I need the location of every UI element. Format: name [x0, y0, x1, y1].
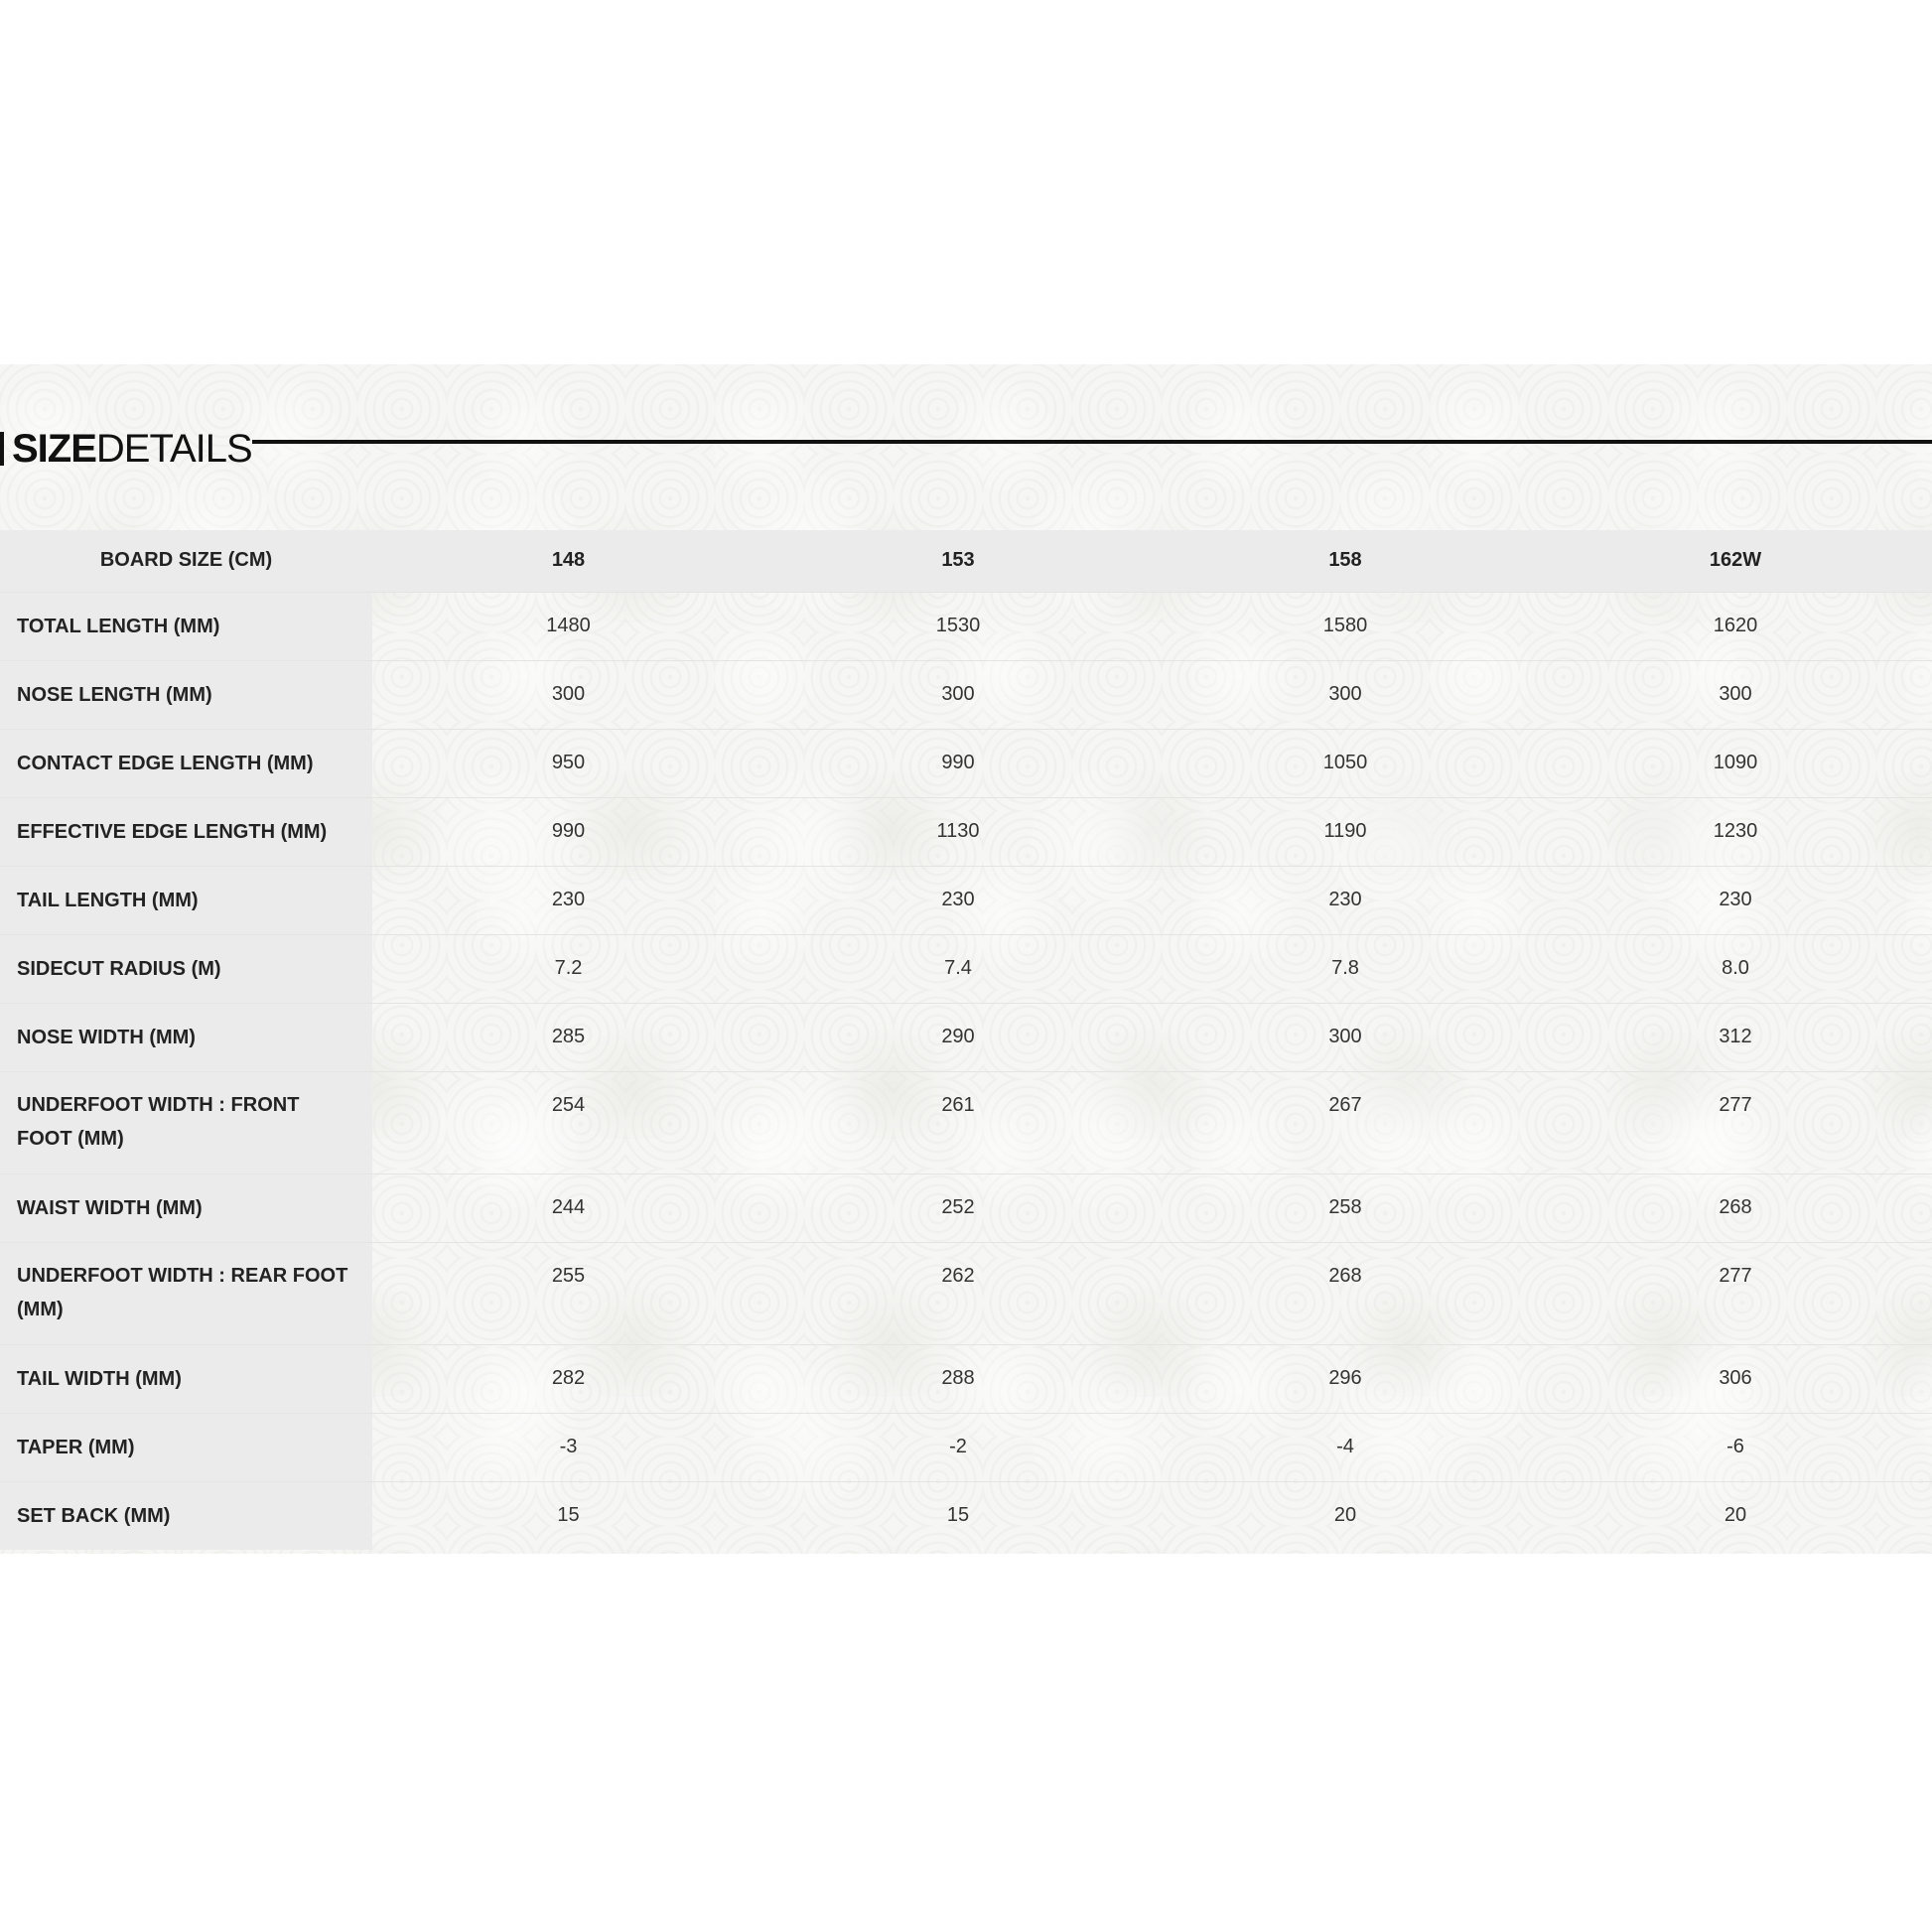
table-cell: 1130 — [936, 820, 980, 842]
heading-divider — [252, 440, 1932, 444]
table-cell: 252 — [941, 1196, 975, 1218]
row-label: UNDERFOOT WIDTH : REAR FOOT (MM) — [0, 1242, 372, 1344]
heading-accent-bar — [0, 432, 4, 466]
table-cell: -2 — [949, 1436, 967, 1457]
table-cell: 230 — [1719, 889, 1752, 910]
row-label: NOSE LENGTH (MM) — [0, 660, 372, 729]
row-label: TAPER (MM) — [0, 1413, 372, 1481]
table-header-row — [0, 530, 1932, 592]
table-cell: 268 — [1719, 1196, 1752, 1218]
table-cell: 277 — [1719, 1093, 1752, 1116]
table-cell: 1580 — [1322, 615, 1368, 636]
table-cell: -6 — [1726, 1436, 1744, 1457]
table-cell: 255 — [551, 1264, 586, 1287]
table-row — [0, 1344, 1932, 1413]
table-cell: 300 — [1328, 1026, 1362, 1047]
table-row — [0, 1413, 1932, 1481]
table-cell: 244 — [551, 1196, 586, 1218]
table-cell: 267 — [1328, 1093, 1362, 1116]
table-cell: 990 — [941, 752, 975, 773]
table-cell: 261 — [941, 1093, 975, 1116]
table-cell: 285 — [551, 1026, 586, 1047]
table-cell: 290 — [941, 1026, 975, 1047]
table-cell: -3 — [559, 1436, 578, 1457]
table-row — [0, 1173, 1932, 1242]
header-cell-153: 153 — [941, 549, 975, 572]
heading-bold-text: SIZE — [12, 426, 96, 471]
row-label: TAIL WIDTH (MM) — [0, 1344, 372, 1413]
table-cell: 262 — [941, 1264, 975, 1287]
header-cell-162w: 162W — [1709, 549, 1762, 572]
row-label: SET BACK (MM) — [0, 1481, 372, 1550]
table-cell: 1230 — [1713, 820, 1758, 842]
table-cell: 990 — [551, 820, 586, 842]
table-cell: 282 — [551, 1367, 586, 1389]
table-row — [0, 1481, 1932, 1550]
row-label: WAIST WIDTH (MM) — [0, 1173, 372, 1242]
table-cell: 306 — [1719, 1367, 1752, 1389]
row-label: TOTAL LENGTH (MM) — [0, 592, 372, 660]
table-cell: 15 — [946, 1504, 970, 1527]
table-cell: 258 — [1328, 1196, 1362, 1218]
table-cell: 254 — [551, 1093, 586, 1116]
row-label: CONTACT EDGE LENGTH (MM) — [0, 729, 372, 797]
table-cell: 7.4 — [944, 957, 972, 979]
table-row — [0, 592, 1932, 660]
table-cell: 300 — [941, 683, 975, 705]
table-row — [0, 1003, 1932, 1071]
table-cell: 230 — [551, 889, 586, 910]
table-cell: 1530 — [935, 615, 981, 636]
table-cell: 230 — [1328, 889, 1362, 910]
row-label: SIDECUT RADIUS (M) — [0, 934, 372, 1003]
table-row — [0, 729, 1932, 797]
table-cell: -4 — [1336, 1436, 1354, 1457]
table-cell: 300 — [551, 683, 586, 705]
table-cell: 288 — [941, 1367, 975, 1389]
table-cell: 1480 — [546, 615, 591, 636]
table-row — [0, 797, 1932, 866]
table-row — [0, 660, 1932, 729]
size-details-table — [0, 530, 1932, 1550]
table-cell: 300 — [1719, 683, 1752, 705]
table-cell: 15 — [557, 1504, 580, 1527]
table-cell: 268 — [1328, 1264, 1362, 1287]
row-label: UNDERFOOT WIDTH : FRONT FOOT (MM) — [0, 1071, 372, 1173]
table-cell: 1620 — [1713, 615, 1758, 636]
table-cell: 312 — [1719, 1026, 1752, 1047]
table-cell: 950 — [551, 752, 586, 773]
table-cell: 8.0 — [1722, 957, 1749, 979]
table-cell: 300 — [1328, 683, 1362, 705]
table-cell: 20 — [1333, 1504, 1357, 1527]
table-cell: 1190 — [1323, 820, 1367, 842]
section-heading — [0, 421, 252, 477]
header-cell-board-size: BOARD SIZE (CM) — [99, 549, 273, 572]
header-cell-158: 158 — [1328, 549, 1362, 572]
table-cell: 7.2 — [554, 957, 583, 979]
table-cell: 1090 — [1713, 752, 1758, 773]
heading-light-text: DETAILS — [95, 426, 252, 471]
table-cell: 20 — [1724, 1504, 1747, 1527]
table-cell: 1050 — [1322, 752, 1368, 773]
table-row — [0, 934, 1932, 1003]
row-label: NOSE WIDTH (MM) — [0, 1003, 372, 1071]
table-row — [0, 866, 1932, 934]
row-label: EFFECTIVE EDGE LENGTH (MM) — [0, 797, 372, 866]
row-label: TAIL LENGTH (MM) — [0, 866, 372, 934]
table-cell: 296 — [1328, 1367, 1362, 1389]
header-cell-148: 148 — [551, 549, 586, 572]
table-row — [0, 1242, 1932, 1344]
table-row — [0, 1071, 1932, 1173]
table-cell: 7.8 — [1331, 957, 1359, 979]
table-cell: 230 — [941, 889, 975, 910]
table-cell: 277 — [1719, 1264, 1752, 1287]
